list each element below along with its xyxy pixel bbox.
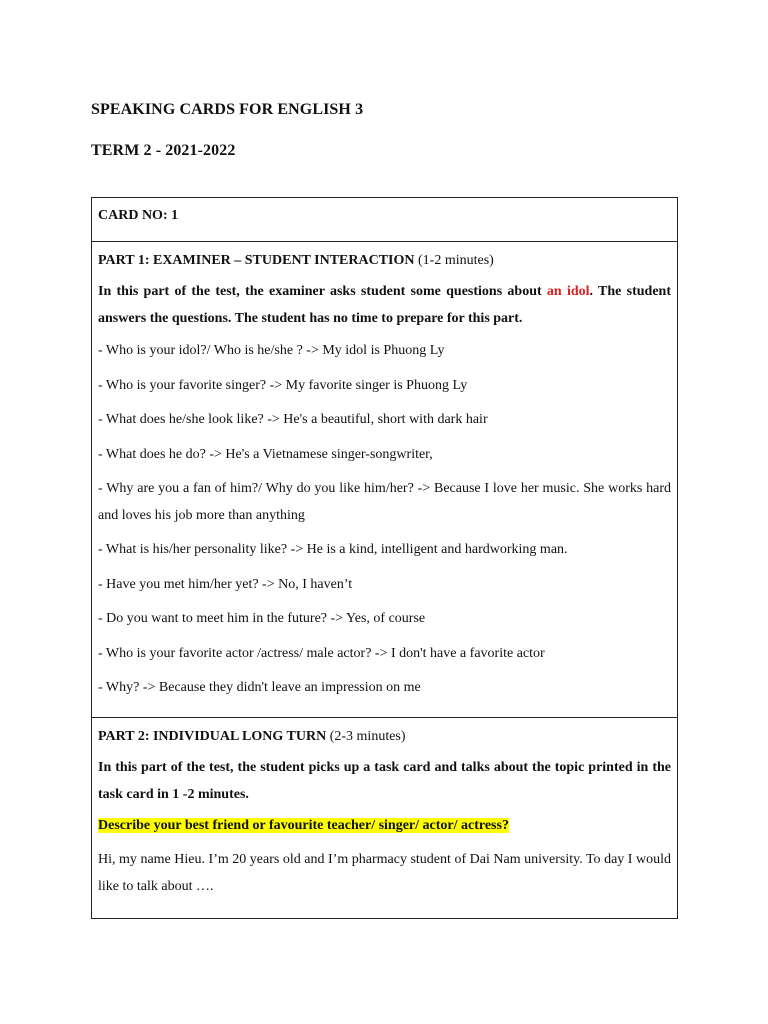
part2-heading: PART 2: INDIVIDUAL LONG TURN [98,729,327,744]
part1-heading-line [98,251,671,279]
part2-answer: Hi, my name Hieu. I’m 20 years old and I’m pharmacy student of Dai Nam university. To day I would like to talk about …. [98,852,671,894]
part1-duration: (1-2 minutes) [418,253,494,268]
part2-duration: (2-3 minutes) [329,729,406,744]
part1-heading: PART 1: EXAMINER – STUDENT INTERACTION [98,253,415,268]
qa-line-6: - What is his/her personality like? -> He is a kind, intelligent and hardworking man. [98,542,568,557]
qa-line-5: - Why are you a fan of him?/ Why do you like him/her? -> Because I love her music. She works hard and loves his job more than anything [98,481,671,523]
qa-line-1: - Who is your idol?/ Who is he/she ? -> My idol is Phuong Ly [98,343,445,358]
qa-line-10: - Why? -> Because they didn't leave an impression on me [98,680,421,695]
part2-topic-line [98,814,671,846]
speaking-card-table [91,197,678,919]
part2-intro: In this part of the test, the student picks up a task card and talks about the topic printed in the task card in 1 -2 minutes. [98,760,671,802]
part2-heading-line [98,727,671,755]
qa-line-9: - Who is your favorite actor /actress/ male actor? -> I don't have a favorite actor [98,645,545,661]
document-term: TERM 2 - 2021-2022 [91,142,236,159]
qa-line-7: - Have you met him/her yet? -> No, I haven’t [98,576,353,592]
qa-line-8: - Do you want to meet him in the future? -> Yes, of course [98,611,426,626]
part1-section [92,242,677,718]
part2-topic: Describe your best friend or favourite teacher/ singer/ actor/ actress? [98,818,509,833]
part1-intro-topic: an idol [546,284,590,299]
part2-section [92,718,677,918]
qa-line-3: - What does he/she look like? -> He's a beautiful, short with dark hair [98,412,488,427]
card-number: CARD NO: 1 [92,198,677,242]
part1-intro-after: . The student answers the questions. The student has no time to prepare for this part. [98,284,671,326]
qa-line-2: - Who is your favorite singer? -> My favorite singer is Phuong Ly [98,377,468,393]
part1-intro [98,279,671,332]
qa-line-4: - What does he do? -> He's a Vietnamese singer-songwriter, [98,446,433,462]
document-title: SPEAKING CARDS FOR ENGLISH 3 [91,101,364,118]
part1-intro-before: In this part of the test, the examiner asks student some questions about [98,284,547,299]
